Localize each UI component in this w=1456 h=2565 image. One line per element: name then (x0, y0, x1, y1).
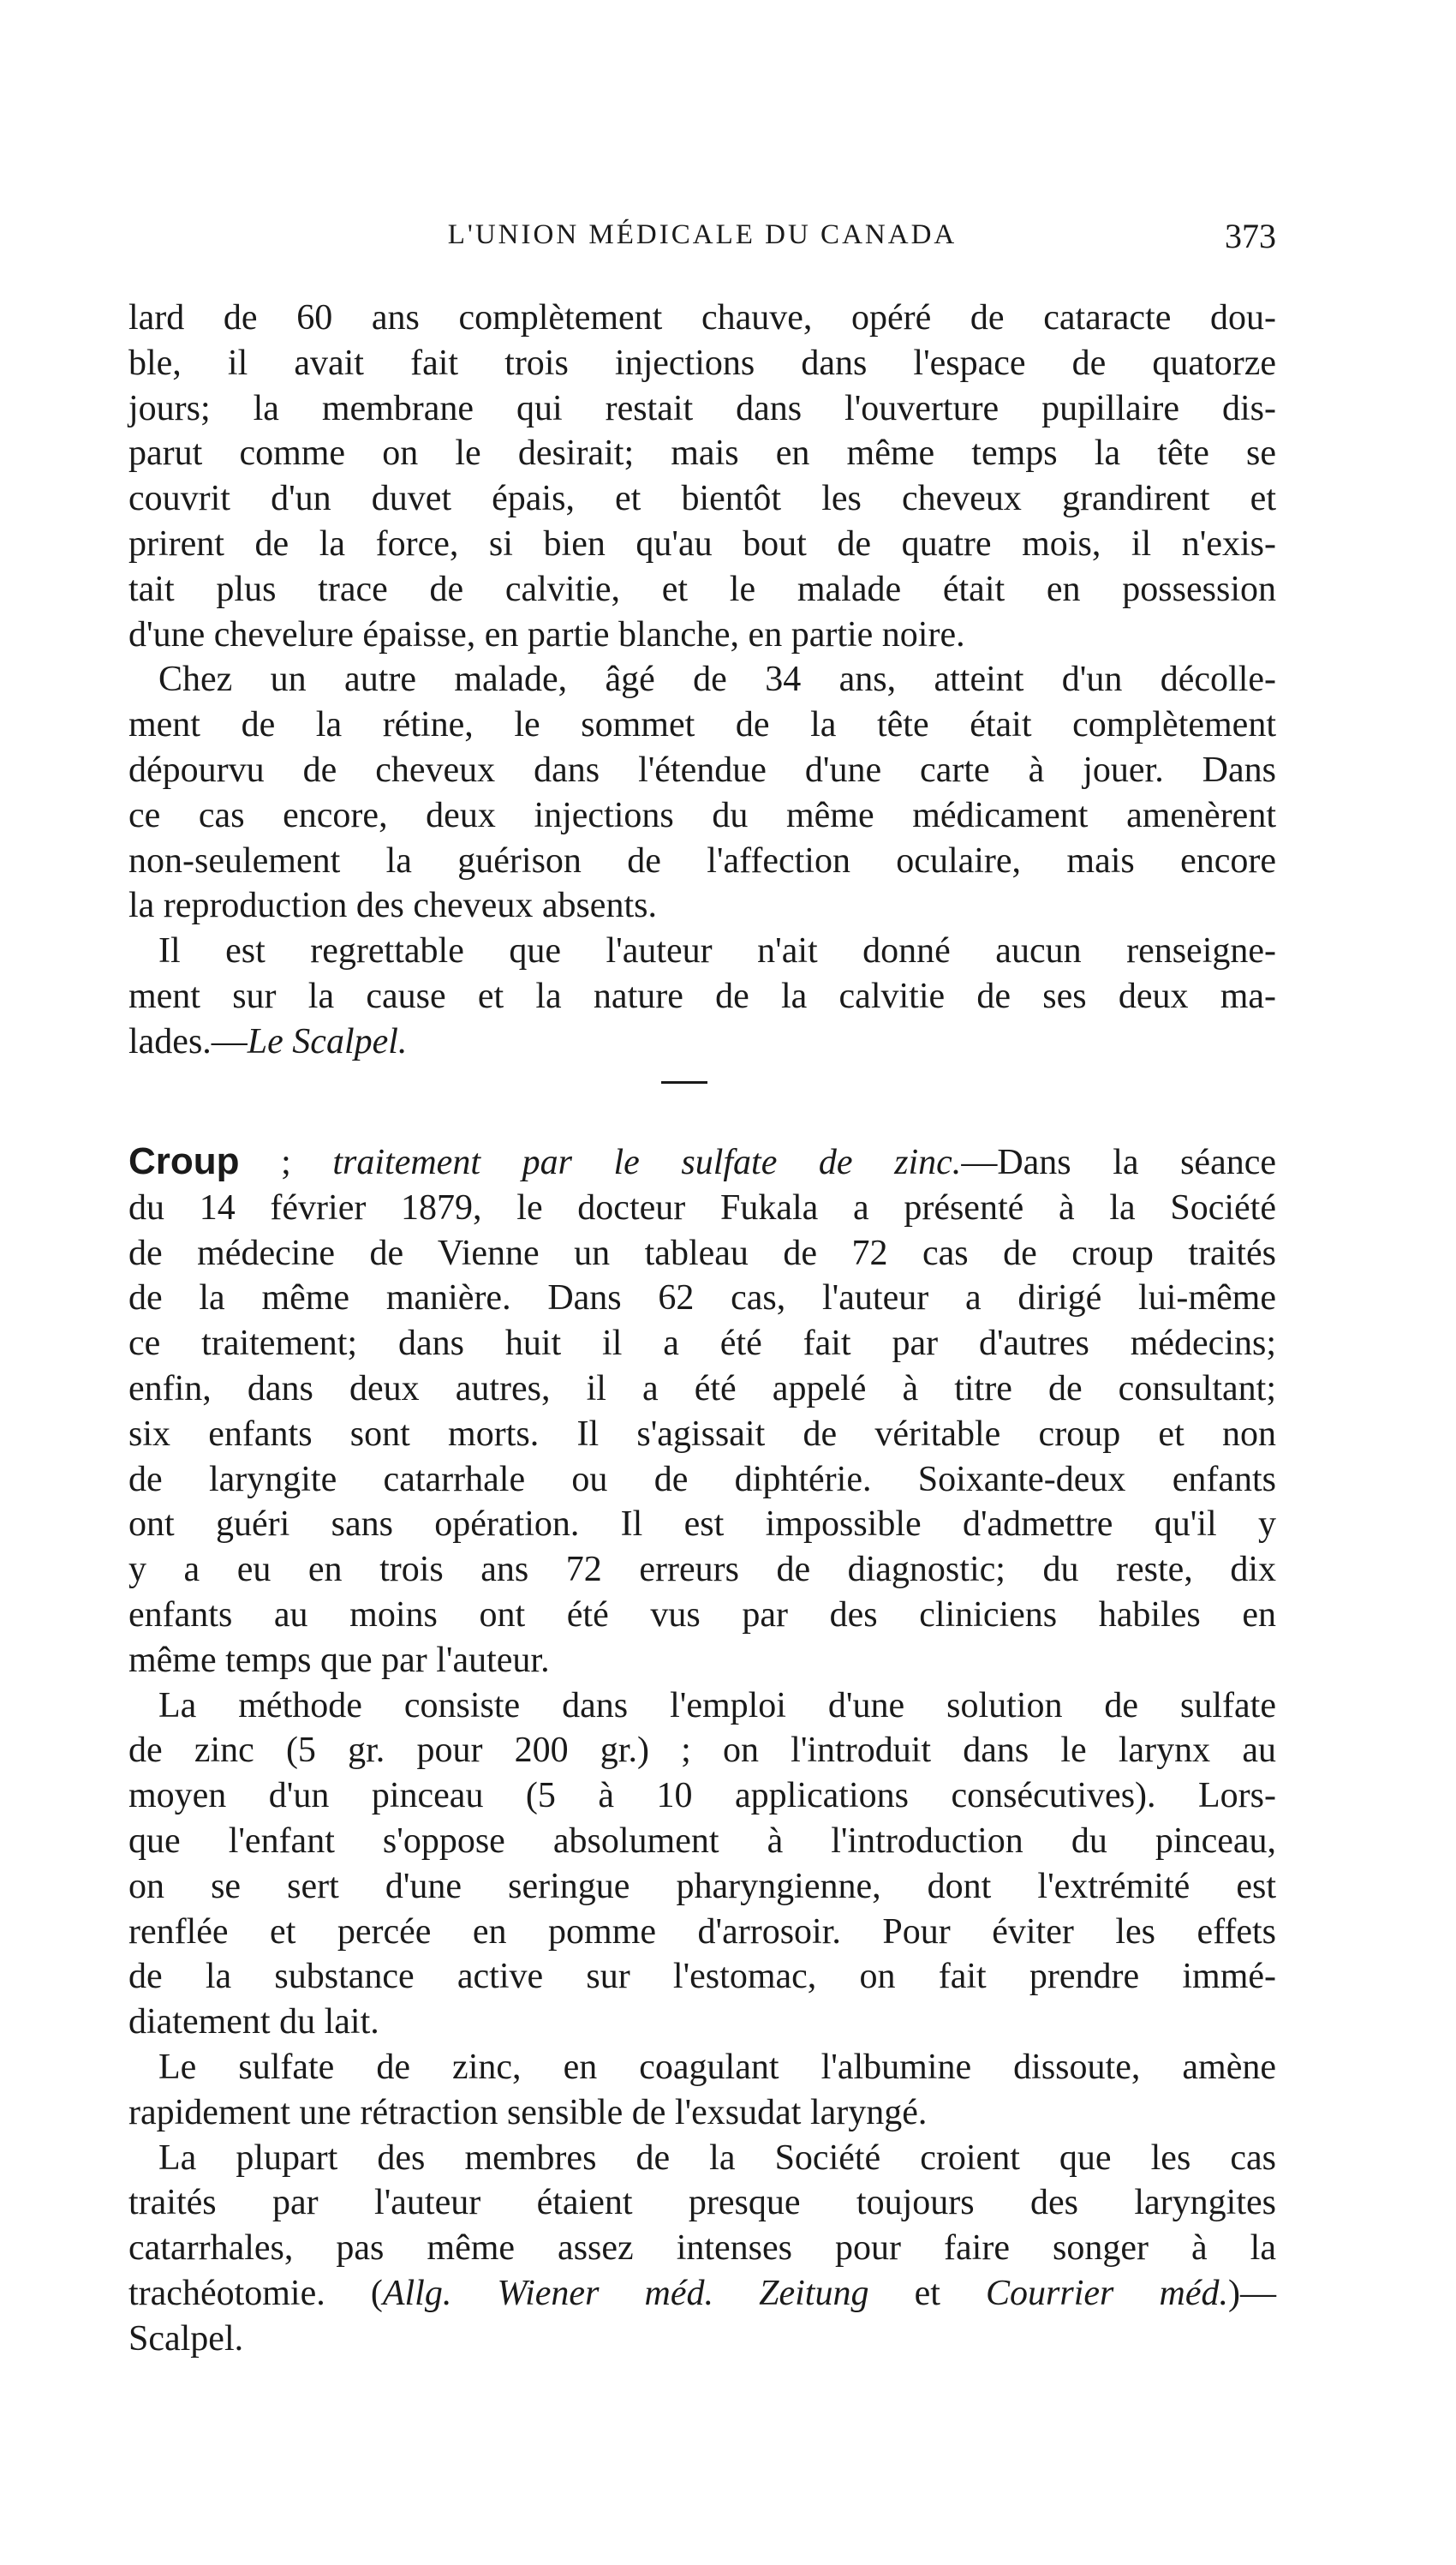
text-line: six enfants sont morts. Il s'agissait de véritable croup et non (128, 1414, 1276, 1454)
section-divider (0, 1081, 1456, 1090)
text-line: ment de la rétine, le sommet de la tête était complètement (128, 705, 1276, 745)
text-line: traités par l'auteur étaient presque toujours des laryngites (128, 2183, 1276, 2223)
text-line: catarrhales, pas même assez intenses pour faire songer à la (128, 2228, 1276, 2269)
text-line: La méthode consiste dans l'emploi d'une solution de sulfate (158, 1685, 1276, 1725)
text-line: ce traitement; dans huit il a été fait par d'autres médecins; (128, 1324, 1276, 1364)
text-line: de médecine de Vienne un tableau de 72 cas de croup traités (128, 1233, 1276, 1273)
running-head (128, 219, 1276, 262)
text-line: de laryngite catarrhale ou de diphtérie. Soixante-deux enfants (128, 1459, 1276, 1499)
heading-separator: ; (239, 1143, 333, 1182)
text-line: ble, il avait fait trois injections dans l'espace de quatorze (128, 343, 1276, 383)
text-line: La plupart des membres de la Société croient que les cas (158, 2138, 1276, 2178)
text-line: rapidement une rétraction sensible de l'exsudat laryngé. (128, 2092, 928, 2132)
text-line: Il est regrettable que l'auteur n'ait donné aucun renseigne- (158, 931, 1276, 972)
text-line: de la même manière. Dans 62 cas, l'auteur a dirigé lui-même (128, 1278, 1276, 1318)
text-fragment: lades.— (128, 1021, 248, 1061)
text-line: couvrit d'un duvet épais, et bientôt les cheveux grandirent et (128, 479, 1276, 519)
text-line: lard de 60 ans complètement chauve, opéré de cataracte dou- (128, 298, 1276, 338)
article-heading: Croup (128, 1140, 240, 1182)
article-subtitle: traitement par le sulfate de zinc. (332, 1143, 962, 1182)
text-line: de zinc (5 gr. pour 200 gr.) ; on l'introduit dans le larynx au (128, 1731, 1276, 1771)
text-line: enfin, dans deux autres, il a été appelé à titre de consultant; (128, 1368, 1276, 1408)
text-line: la reproduction des cheveux absents. (128, 886, 657, 926)
text-line: parut comme on le desirait; mais en même temps la tête se (128, 433, 1276, 474)
divider-rule (661, 1081, 707, 1084)
text-line: on se sert d'une seringue pharyngienne, dont l'extrémité est (128, 1866, 1276, 1906)
text-line: prirent de la force, si bien qu'au bout de quatre mois, il n'exis- (128, 523, 1276, 564)
text-line: d'une chevelure épaisse, en partie blanche, en partie noire. (128, 614, 965, 655)
text-fragment: trachéotomie. ( (128, 2273, 383, 2313)
text-line: dépourvu de cheveux dans l'étendue d'une carte à jouer. Dans (128, 750, 1276, 790)
text-line: du 14 février 1879, le docteur Fukala a présenté à la Société (128, 1187, 1276, 1228)
text-fragment: —Dans la séance (961, 1143, 1276, 1182)
text-line: que l'enfant s'oppose absolument à l'introduction du pinceau, (128, 1821, 1276, 1861)
source-citation: Allg. Wiener méd. Zeitung (382, 2273, 869, 2313)
text-fragment: )— (1228, 2273, 1276, 2313)
text-line: ont guéri sans opération. Il est impossible d'admettre qu'il y (128, 1504, 1276, 1545)
text-line: renflée et percée en pomme d'arrosoir. Pour éviter les effets (128, 1911, 1276, 1952)
text-line: ment sur la cause et la nature de la calvitie de ses deux ma- (128, 976, 1276, 1016)
text-line: de la substance active sur l'estomac, on fait prendre immé- (128, 1957, 1276, 1997)
text-line: jours; la membrane qui restait dans l'ouverture pupillaire dis- (128, 388, 1276, 428)
croup-article (128, 1139, 1276, 2362)
source-citation: Le Scalpel. (247, 1021, 408, 1061)
text-fragment: et (868, 2273, 987, 2313)
text-line: Scalpel. (128, 2318, 244, 2359)
text-line (128, 1019, 1276, 1065)
text-line: y a eu en trois ans 72 erreurs de diagnostic; du reste, dix (128, 1550, 1276, 1590)
article-heading-line (128, 1139, 1276, 1186)
text-line: Le sulfate de zinc, en coagulant l'albumine dissoute, amène (158, 2047, 1276, 2087)
text-line: diatement du lait. (128, 2002, 379, 2042)
text-line: moyen d'un pinceau (5 à 10 applications consécutives). Lors- (128, 1776, 1276, 1816)
text-line: non-seulement la guérison de l'affection oculaire, mais encore (128, 840, 1276, 881)
text-line: tait plus trace de calvitie, et le malade était en possession (128, 569, 1276, 609)
source-citation: Courrier méd. (986, 2273, 1228, 2313)
text-line: ce cas encore, deux injections du même médicament amenèrent (128, 795, 1276, 835)
continued-article (128, 296, 1276, 1065)
text-line: enfants au moins ont été vus par des cliniciens habiles en (128, 1594, 1276, 1635)
page-number: 373 (1225, 217, 1276, 255)
text-line: Chez un autre malade, âgé de 34 ans, atteint d'un décolle- (158, 660, 1276, 700)
text-line: même temps que par l'auteur. (128, 1640, 550, 1680)
running-title: L'UNION MÉDICALE DU CANADA (447, 219, 958, 250)
text-line (128, 2271, 1276, 2317)
